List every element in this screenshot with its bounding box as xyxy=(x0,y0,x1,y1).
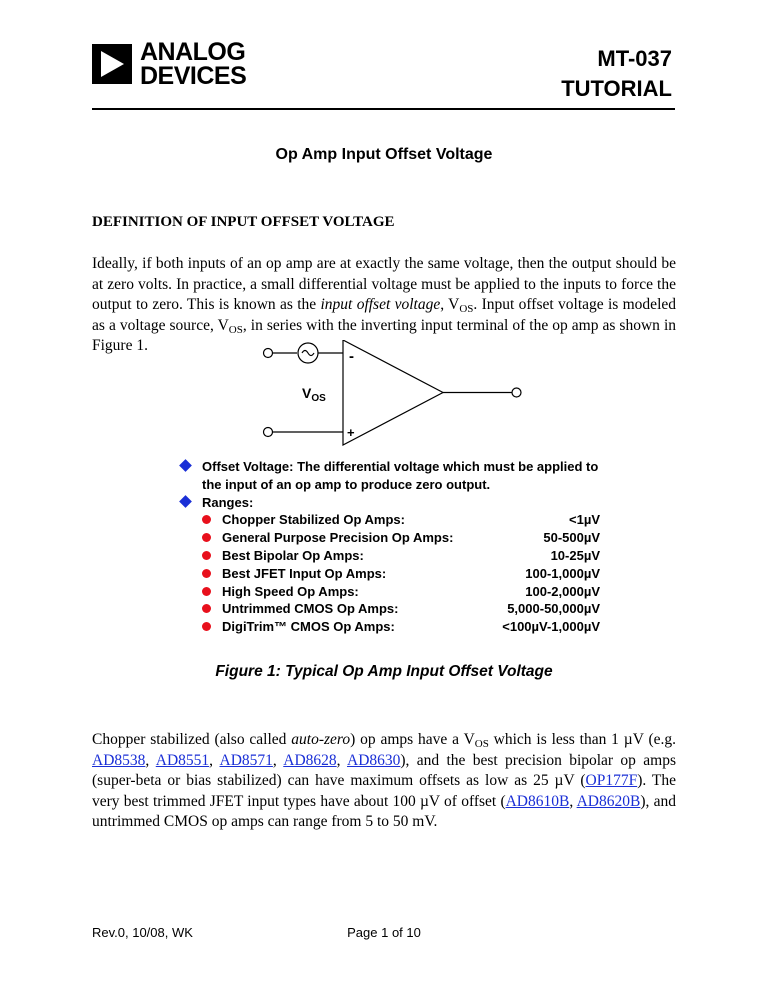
footer-page-number: Page 1 of 10 xyxy=(347,925,421,940)
range-value: 5,000-50,000µV xyxy=(507,601,600,617)
dot-bullet-icon xyxy=(202,604,211,613)
p2-comma: , xyxy=(145,751,156,769)
header-divider xyxy=(92,108,675,110)
range-item xyxy=(180,583,600,601)
document-code xyxy=(561,44,672,104)
link-ad8620b[interactable]: AD8620B xyxy=(576,792,641,810)
range-item xyxy=(180,618,600,636)
p1-text-4: , in series with the inverting input terminal of the op amp as shown in Figure 1. xyxy=(92,316,676,354)
output-terminal xyxy=(512,388,521,397)
vos-main: V xyxy=(302,385,312,401)
p2-text-1: Chopper stabilized (also called xyxy=(92,731,292,748)
range-item xyxy=(180,511,600,529)
link-ad8628[interactable]: AD8628 xyxy=(283,751,337,769)
footer-revision: Rev.0, 10/08, WK xyxy=(92,925,193,940)
range-value: 100-1,000µV xyxy=(525,565,600,581)
p2-text-2: ) op amps have a V xyxy=(350,731,475,748)
ranges-text: Ranges: xyxy=(202,494,254,510)
offset-voltage-list xyxy=(180,458,600,636)
logo-line-analog: ANALOG xyxy=(140,38,246,66)
dot-bullet-icon xyxy=(202,551,211,560)
op-amp-triangle xyxy=(343,340,443,445)
link-ad8610b[interactable]: AD8610B xyxy=(505,792,570,810)
analog-devices-logo-text xyxy=(140,40,246,88)
p2-comma: , xyxy=(569,792,577,810)
link-ad8630[interactable]: AD8630 xyxy=(347,751,401,769)
bullet-offset-definition xyxy=(180,458,600,494)
p1-text-3: . Input offset voltage is modeled as a voltage source, V xyxy=(92,296,676,334)
dot-bullet-icon xyxy=(202,587,211,596)
p2-text-6: ), and untrimmed CMOS op amps can range from 5 to 50 mV. xyxy=(92,792,676,830)
range-item xyxy=(180,547,600,565)
range-label: Best JFET Input Op Amps: xyxy=(222,565,387,581)
dot-bullet-icon xyxy=(202,569,211,578)
range-value: 10-25µV xyxy=(550,547,600,563)
dot-bullet-icon xyxy=(202,515,211,524)
p2-comma: , xyxy=(209,751,220,769)
range-label: Untrimmed CMOS Op Amps: xyxy=(222,601,399,617)
doc-type: TUTORIAL xyxy=(561,76,672,101)
section-heading: DEFINITION OF INPUT OFFSET VOLTAGE xyxy=(92,214,395,230)
range-value: <100µV-1,000µV xyxy=(502,619,600,635)
vos-label xyxy=(302,385,326,404)
p1-emphasis: input offset voltage xyxy=(320,296,441,313)
vos-sub: OS xyxy=(311,393,326,404)
range-value: 50-500µV xyxy=(543,530,600,546)
p1-text-1: Ideally, if both inputs of an op amp are at exactly the same voltage, then the output should be at zero volts. In practice, a small differential voltage must be applied to the inputs to force the output to zero. This is known as the xyxy=(92,255,676,313)
figure-caption: Figure 1: Typical Op Amp Input Offset Voltage xyxy=(215,663,553,680)
input-terminal-inverting xyxy=(264,349,273,358)
chopper-paragraph xyxy=(92,730,676,833)
p2-sub: OS xyxy=(474,738,489,750)
analog-devices-logo-mark xyxy=(92,44,132,84)
range-value: <1µV xyxy=(569,512,600,528)
p1-sub-2: OS xyxy=(228,323,243,336)
range-item xyxy=(180,565,600,583)
p2-text-3: which is less than 1 µV (e.g. xyxy=(488,731,676,748)
link-ad8571[interactable]: AD8571 xyxy=(219,751,273,769)
input-terminal-noninverting xyxy=(264,428,273,437)
range-label: Chopper Stabilized Op Amps: xyxy=(222,512,405,528)
p2-comma: , xyxy=(272,751,284,769)
range-value: 100-2,000µV xyxy=(525,583,600,599)
p2-comma: , xyxy=(336,751,347,769)
logo-line-devices: DEVICES xyxy=(140,62,247,90)
link-ad8551[interactable]: AD8551 xyxy=(155,751,210,769)
p1-sub-1: OS xyxy=(459,303,474,315)
diamond-bullet-icon xyxy=(179,495,192,508)
diamond-bullet-icon xyxy=(179,459,192,472)
page-title: Op Amp Input Offset Voltage xyxy=(275,146,493,163)
bullet-ranges xyxy=(180,494,600,512)
plus-sign: + xyxy=(347,425,355,440)
offset-definition-text: Offset Voltage: The differential voltage which must be applied to the input of an op amp to produce zero output. xyxy=(202,459,599,492)
logo-triangle-icon xyxy=(92,44,132,84)
link-op177f[interactable]: OP177F xyxy=(585,772,638,789)
dot-bullet-icon xyxy=(202,533,211,542)
p2-text-5: ). The very best trimmed JFET input types have about 100 µV of offset ( xyxy=(92,772,676,810)
range-label: High Speed Op Amps: xyxy=(222,583,359,599)
minus-sign: - xyxy=(349,348,354,365)
range-item xyxy=(180,600,600,618)
p2-emphasis: auto-zero xyxy=(291,731,351,748)
op-amp-diagram xyxy=(250,340,540,450)
range-label: General Purpose Precision Op Amps: xyxy=(222,530,454,546)
range-item xyxy=(180,529,600,547)
range-label: DigiTrim™ CMOS Op Amps: xyxy=(222,619,395,635)
link-ad8538[interactable]: AD8538 xyxy=(92,751,146,769)
dot-bullet-icon xyxy=(202,622,211,631)
doc-number: MT-037 xyxy=(597,46,672,71)
p1-text-2: , V xyxy=(440,296,460,313)
p2-text-4: ), and the best precision bipolar op amps (super-beta or bias stabilized) can have maximum offsets as low as 25 µV ( xyxy=(92,751,676,789)
range-label: Best Bipolar Op Amps: xyxy=(222,547,364,563)
